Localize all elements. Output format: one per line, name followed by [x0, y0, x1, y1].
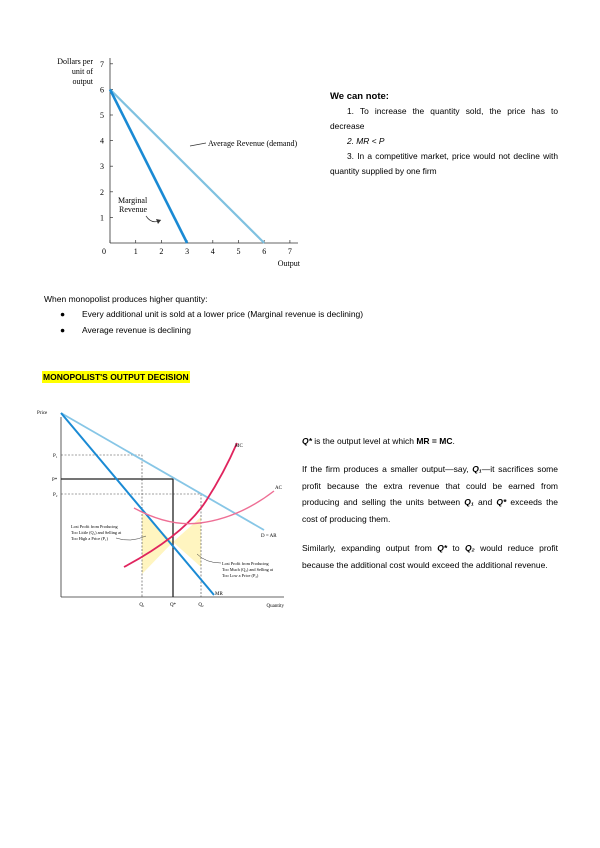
monopolist-bullets [60, 306, 363, 338]
right-annotation-line2: Too Much (Q₂) and Selling at [222, 567, 273, 572]
right-annotation-line3: Too Low a Price (P₂) [222, 573, 259, 578]
bullet-item [60, 306, 363, 322]
demand-ar-curve [61, 413, 264, 530]
bullet-dot: ● [60, 325, 66, 335]
chart1-ylabel-line1: Dollars per [57, 57, 93, 66]
chart1-y-tick-label: 7 [100, 59, 104, 69]
notes-list [330, 104, 558, 179]
chart2-ylabel: Price [37, 411, 48, 416]
p2-label: P₂ [53, 493, 58, 498]
chart1-y-tick-label: 6 [100, 85, 104, 95]
bullet-text: Every additional unit is sold at a lower price (Marginal revenue is declining) [82, 309, 364, 319]
note-item-1: 1. To increase the quantity sold, the price has to decrease [330, 106, 558, 131]
analysis-text: to [447, 543, 465, 553]
qstar-label: Q* [169, 603, 177, 608]
analysis-text: would reduce profit because the additional cost would exceed the additional revenue. [302, 543, 558, 570]
lost-profit-too-little-area [142, 513, 173, 574]
q1-label: Q₁ [139, 603, 145, 608]
chart1-y-tick-label: 5 [100, 111, 104, 120]
analysis-text: Similarly, expanding output from [302, 543, 438, 553]
analysis-paragraph-1 [302, 433, 558, 450]
analysis-text: If the firm produces a smaller output—say, [302, 464, 473, 474]
ar-label-pointer [190, 143, 206, 146]
qstar-term: Q* [496, 497, 507, 507]
dar-label: D = AR [261, 534, 277, 539]
notes-heading: We can note: [330, 91, 389, 102]
chart2-xlabel: Quantity [266, 604, 284, 609]
bullet-item [60, 322, 363, 338]
q2-term: Q₂ [464, 543, 475, 553]
note-item-2: 2. MR < P [347, 136, 385, 146]
chart1-x-tick-label: 1 [133, 247, 138, 256]
chart1-y-tick-label: 2 [100, 187, 104, 197]
chart1-x-tick-label: 0 [102, 247, 106, 256]
chart1-x-tick-label: 2 [159, 247, 164, 256]
qstar-term: Q* [302, 436, 312, 446]
q1-term: Q₁ [464, 497, 474, 507]
mc-label: MC [235, 444, 243, 449]
chart1-x-tick-label: 7 [287, 247, 292, 256]
mr-curve [61, 413, 214, 595]
analysis-text: —it sacrifices some profit because the extra revenue that could be earned from producing and selling the units between [302, 464, 558, 507]
chart1-y-tick-label: 3 [100, 162, 104, 172]
chart1-x-tick-label: 6 [262, 247, 267, 256]
mr-label-line1: Marginal [118, 196, 148, 205]
chart1-ylabel-line3: output [72, 77, 93, 86]
analysis-text: and [473, 497, 497, 507]
monopolist-output-chart [34, 405, 290, 615]
p1-label: P₁ [53, 454, 58, 459]
chart1-x-tick-label: 4 [210, 247, 215, 256]
analysis-paragraph-2 [302, 461, 558, 527]
ar-label: Average Revenue (demand) [208, 139, 298, 148]
chart1-y-tick-label: 1 [100, 213, 104, 223]
mr-label-line2: Revenue [119, 205, 147, 214]
analysis-text: is the output level at which [311, 436, 417, 446]
q1-term: Q₁ [472, 464, 482, 474]
chart1-x-tick-label: 5 [236, 247, 241, 256]
chart1-x-tick-label: 3 [185, 247, 190, 256]
left-annotation-pointer [116, 536, 146, 540]
left-annotation-line3: Too High a Price (P₁) [71, 536, 108, 541]
average-marginal-revenue-chart [40, 50, 310, 275]
mr-label: MR [215, 592, 223, 597]
left-annotation-line1: Lost Profit from Producing [71, 524, 118, 529]
bullet-text: Average revenue is declining [82, 325, 191, 335]
left-annotation-line2: Too Little (Q₁) and Selling at [71, 530, 122, 535]
analysis-text: exceeds the cost of producing them. [302, 497, 558, 524]
right-annotation-line1: Lost Profit from Producing [222, 561, 269, 566]
qstar-term: Q* [437, 543, 448, 553]
average-revenue-line [110, 89, 264, 243]
marginal-revenue-line [110, 89, 187, 243]
mr-equals-mc: MR = MC [416, 436, 453, 446]
q2-label: Q₂ [198, 603, 204, 608]
pstar-label: P* [52, 478, 58, 483]
ac-label: AC [275, 486, 282, 491]
chart1-y-tick-label: 4 [100, 136, 104, 146]
chart1-xlabel: Output [277, 259, 300, 268]
note-item-3: 3. In a competitive market, price would not decline with quantity supplied by one firm [330, 151, 558, 176]
bullet-dot: ● [60, 309, 66, 319]
analysis-text: . [452, 436, 455, 446]
chart1-ylabel-line2: unit of [71, 67, 93, 76]
monopolist-intro: When monopolist produces higher quantity: [44, 294, 208, 304]
analysis-paragraph-3 [302, 540, 558, 573]
section-title: MONOPOLIST'S OUTPUT DECISION [43, 372, 189, 382]
